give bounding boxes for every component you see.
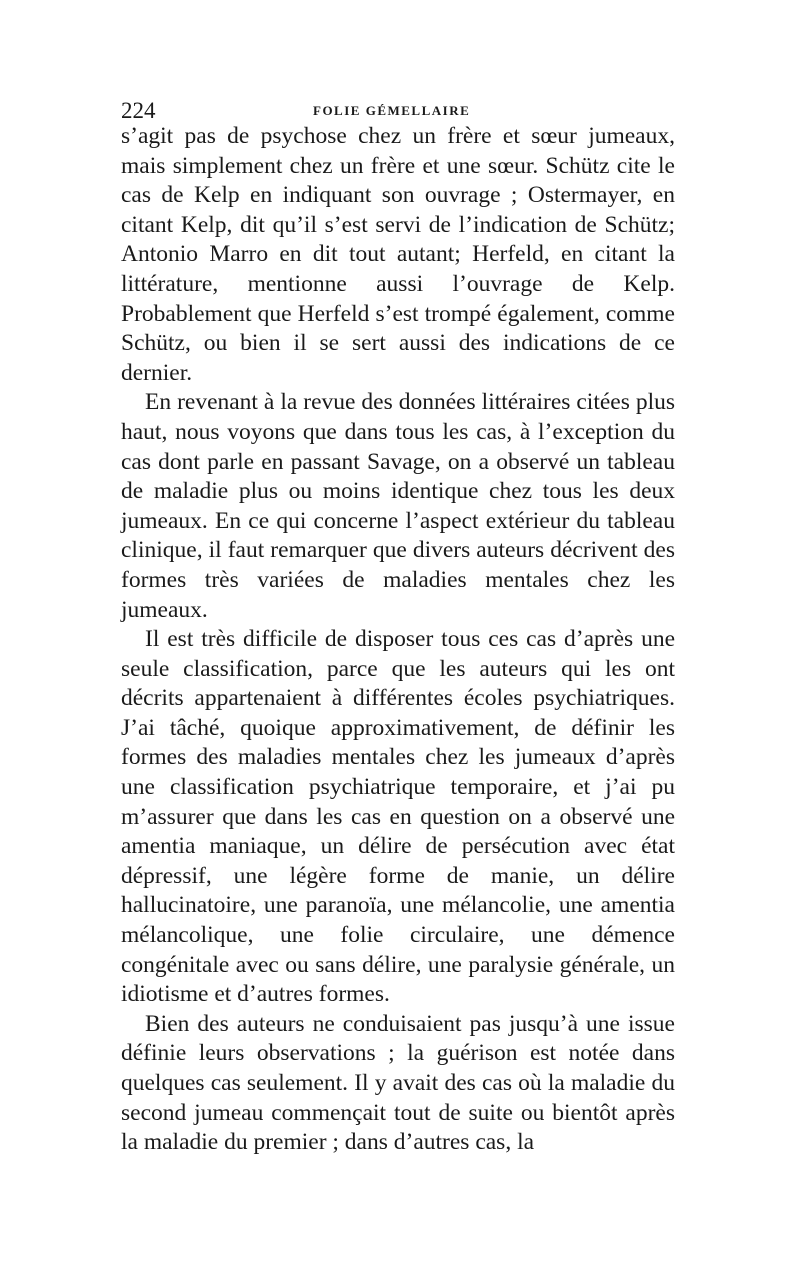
page-number: 224 <box>121 98 156 123</box>
running-title: FOLIE GÉMELLAIRE <box>313 103 471 118</box>
paragraph: En revenant à la revue des données littéraires citées plus haut, nous voyons que dans tous les cas, à l’exception du cas dont parle en passant Savage, on a observé un tableau de maladie plus ou moins identique chez tous les deux jumeaux. En ce qui concerne l’aspect extérieur du tableau clinique, il faut remarquer que divers auteurs décrivent des formes très variées de maladies mentales chez les jumeaux. <box>121 389 675 623</box>
body-text <box>121 122 675 1158</box>
paragraph: Il est très difficile de disposer tous ces cas d’après une seule classification, parce que les auteurs qui les ont décrits appartenaient à différentes écoles psychiatriques. J’ai tâché, quoique approximativement, de définir les formes des maladies mentales chez les jumeaux d’après une classification psychiatrique temporaire, et j’ai pu m’assurer que dans les cas en question on a observé une amentia maniaque, un délire de persécution avec état dépressif, une légère forme de manie, un délire hallucinatoire, une paranoïa, une mélancolie, une amentia mélancolique, une folie circulaire, une démence congénitale avec ou sans délire, une paralysie générale, un idiotisme et d’autres formes. <box>121 626 675 1008</box>
paragraph: s’agit pas de psychose chez un frère et sœur jumeaux, mais simplement chez un frère et une sœur. Schütz cite le cas de Kelp en indiquant son ouvrage ; Ostermayer, en citant Kelp, dit qu’il s’est servi de l’indication de Schütz; Antonio Marro en dit tout autant; Herfeld, en citant la littérature, mentionne aussi l’ouvrage de Kelp. Probablement que Herfeld s’est trompé également, comme Schütz, ou bien il se sert aussi des indications de ce dernier. <box>121 123 675 386</box>
paragraph: Bien des auteurs ne conduisaient pas jusqu’à une issue définie leurs observations ; la guérison est notée dans quelques cas seulement. Il y avait des cas où la maladie du second jumeau commençait tout de suite ou bientôt après la maladie du premier ; dans d’autres cas, la <box>121 1010 675 1156</box>
